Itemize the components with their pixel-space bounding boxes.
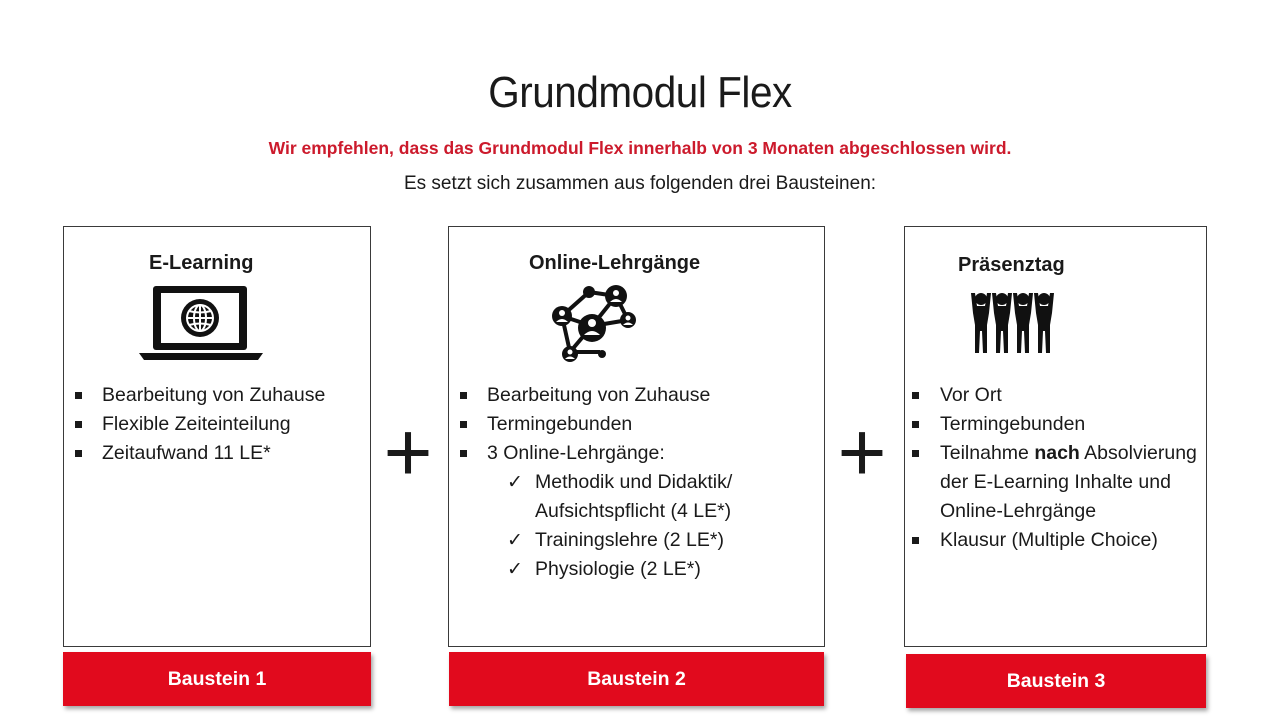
list-item-label: 3 Online-Lehrgänge: [487,442,665,464]
card-praesenztag [904,226,1207,647]
plus-sign: + [383,405,433,499]
plus-sign: + [837,405,887,499]
card-title: E-Learning [149,252,254,274]
baustein-3-button[interactable]: Baustein 3 [906,654,1206,708]
recommendation-text: Wir empfehlen, dass das Grundmodul Flex innerhalb von 3 Monaten abgeschlossen wird. [268,138,1012,158]
baustein-1-button[interactable]: Baustein 1 [63,652,371,706]
check-item-label: Trainingslehre (2 LE*) [535,529,724,551]
card-e-learning [63,226,371,647]
card-title: Präsenztag [958,254,1065,276]
list-item: Bearbeitung von Zuhause [459,381,819,410]
card-title: Online-Lehrgänge [529,252,701,274]
subtitle: Es setzt sich zusammen aus folgenden drei Bausteinen: [403,173,877,194]
list-item: Bearbeitung von Zuhause [74,381,364,410]
list-item: Termingebunden [459,410,819,439]
laptop-globe-icon [139,284,263,364]
card-bullet-list [911,381,1206,555]
page-title: Grundmodul Flex [488,68,792,117]
check-item-label: Physiologie (2 LE*) [535,558,701,580]
list-item-text: Absolvierung der E-Learning Inhalte und Online-Lehrgänge [940,442,1197,522]
checkmark-icon: ✓ [507,472,523,493]
list-item: Termingebunden [911,410,1206,439]
check-item [507,468,819,526]
group-people-icon [969,291,1059,355]
list-item-text: Teilnahme [940,442,1035,464]
card-bullet-list [459,381,819,584]
checkmark-icon: ✓ [507,530,523,551]
list-item: Vor Ort [911,381,1206,410]
check-list [507,468,819,584]
list-item-emphasis: nach [1034,442,1080,464]
list-item: Klausur (Multiple Choice) [911,526,1206,555]
card-bullet-list [74,381,364,468]
list-item [459,439,819,584]
network-people-icon [544,282,638,366]
list-item [911,439,1206,526]
check-item [507,526,819,555]
list-item: Flexible Zeiteinteilung [74,410,364,439]
check-item-label: Methodik und Didaktik/ Aufsichtspflicht (4 LE*) [535,471,733,522]
card-online-lehrgaenge [448,226,825,647]
baustein-2-button[interactable]: Baustein 2 [449,652,824,706]
list-item: Zeitaufwand 11 LE* [74,439,364,468]
check-item [507,555,819,584]
checkmark-icon: ✓ [507,559,523,580]
